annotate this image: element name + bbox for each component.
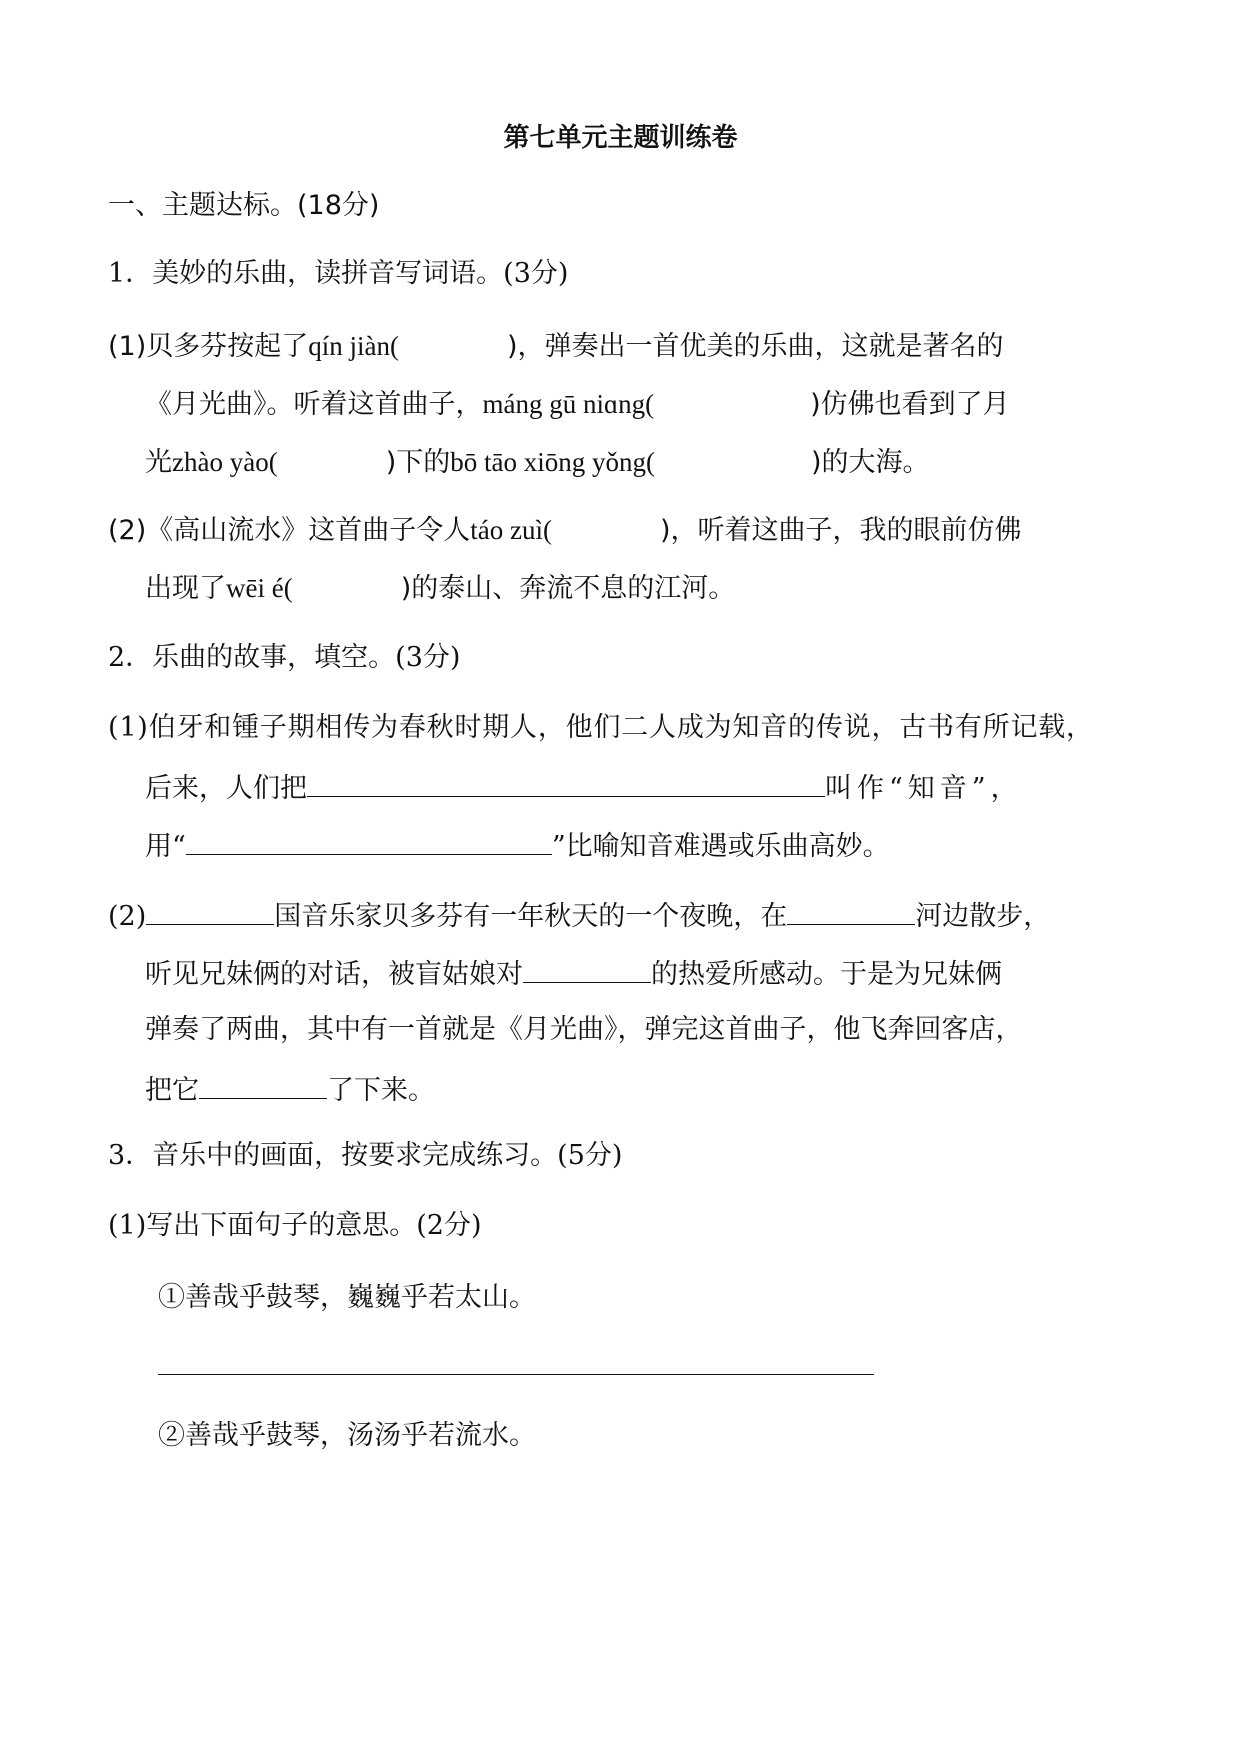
- q2-part1-line3: 用“ ”比喻知音难遇或乐曲高妙。: [145, 826, 890, 865]
- pinyin-mang-gu-niang: máng gū niɑng(: [482, 389, 655, 419]
- fill-blank[interactable]: [523, 954, 651, 983]
- question-1-heading: 1．美妙的乐曲，读拼音写词语。(3分): [108, 258, 569, 289]
- q1-part2-line1: (2)《高山流水》这首曲子令人táo zuì( )，听着这曲子，我的眼前仿佛: [108, 515, 1022, 546]
- q2-part2-line3: 弹奏了两曲，其中有一首就是《月光曲》，弹完这首曲子，他飞奔回客店，: [145, 1014, 1023, 1045]
- q3-sentence-1: ①善哉乎鼓琴，巍巍乎若太山。: [158, 1282, 536, 1313]
- q3-sub1-heading: (1)写出下面句子的意思。(2分): [108, 1210, 482, 1241]
- q3-sentence-2: ②善哉乎鼓琴，汤汤乎若流水。: [158, 1420, 536, 1451]
- fill-blank[interactable]: [787, 896, 915, 925]
- q2-part2-line2: 听见兄妹俩的对话，被盲姑娘对 的热爱所感动。于是为兄妹俩: [145, 954, 1002, 993]
- question-2-heading: 2．乐曲的故事，填空。(3分): [108, 642, 461, 673]
- fill-blank[interactable]: [307, 768, 825, 797]
- fill-blank[interactable]: [186, 826, 552, 855]
- q2-part1-line2: 后来，人们把 叫作“知音”，: [145, 768, 1023, 807]
- fill-blank[interactable]: [199, 1070, 327, 1099]
- q1-part1-line2: 《月光曲》。听着这首曲子，máng gū niɑng( )仿佛也看到了月: [145, 389, 1010, 420]
- fill-blank[interactable]: [146, 896, 274, 925]
- q1-part1-line3: 光zhào yào( )下的bō tāo xiōng yǒng( )的大海。: [145, 447, 930, 478]
- pinyin-bo-tao-xiong-yong: bō tāo xiōng yǒng(: [450, 447, 655, 477]
- page-title: 第七单元主题训练卷: [503, 123, 738, 153]
- pinyin-qin-jian: qín jiàn(: [308, 331, 399, 361]
- q2-part2-line4: 把它 了下来。: [145, 1070, 435, 1109]
- pinyin-zhao-yao: zhào yào(: [172, 447, 278, 477]
- q2-part1-line1: (1)伯牙和锺子期相传为春秋时期人，他们二人成为知音的传说，古书有所记载，: [108, 712, 1094, 743]
- q1-part1-line1: (1)贝多芬按起了qín jiàn( )，弹奏出一首优美的乐曲，这就是著名的: [108, 331, 1004, 362]
- pinyin-tao-zui: táo zuì(: [470, 515, 552, 545]
- question-3-heading: 3．音乐中的画面，按要求完成练习。(5分): [108, 1140, 623, 1171]
- q1-part2-line2: 出现了wēi é( )的泰山、奔流不息的江河。: [145, 573, 736, 604]
- section-heading: 一、主题达标。(18分): [108, 190, 380, 221]
- pinyin-wei-e: wēi é(: [226, 573, 293, 603]
- answer-line[interactable]: [158, 1374, 874, 1375]
- q2-part2-line1: (2) 国音乐家贝多芬有一年秋天的一个夜晚，在 河边散步，: [108, 896, 1050, 935]
